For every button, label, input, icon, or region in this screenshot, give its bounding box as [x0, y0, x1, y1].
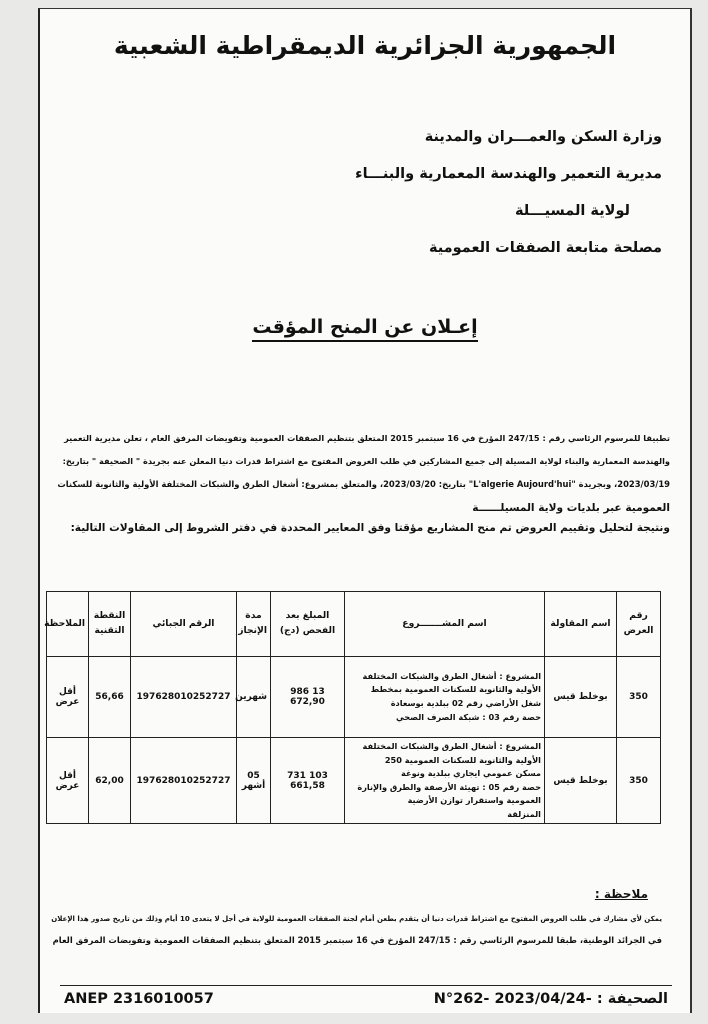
intro-line-5: ونتيجة لتحليل وتقييم العروض تم منح المشاريع مؤقتا وفق المعايير المحددة في دفتر الشروط إلى المقاولات التالية: — [70, 522, 670, 534]
header-offer-no: رقم العرض — [617, 592, 661, 657]
tax-id: 197628010252727 — [131, 657, 237, 738]
table-row — [47, 738, 661, 824]
note-title: ملاحظة : — [594, 887, 648, 901]
amount: 13 986 672,90 — [271, 657, 345, 738]
tech-score: 56,66 — [89, 657, 131, 738]
directorate-name: مديرية التعمير والهندسة المعمارية والبنـــاء — [355, 166, 662, 182]
anep-reference: ANEP 2316010057 — [64, 991, 214, 1007]
contractor: بوخلط قيس — [545, 657, 617, 738]
announcement-page — [38, 8, 692, 1013]
project-description — [345, 657, 545, 738]
publication-info: الصحيفة : -N°262- 2023/04/24 — [433, 991, 668, 1007]
note-line-1: يمكن لأي مشارك في طلب العروض المفتوح مع اشتراط قدرات دنيا أن يتقدم بطعن أمام لجنة الصفقات العمومية للولاية في أجل لا يتعدى 10 أيام وذلك من تاريخ صدور هذا الإعلان — [51, 915, 662, 923]
project-line: المشروع : أشغال الطرق والشبكات المختلفة الأولية والثانوية للسكنات العمومية بمخطط — [362, 670, 541, 695]
tax-id: 197628010252727 — [131, 738, 237, 824]
table-header-row — [47, 592, 661, 657]
project-line: المنزلقة — [507, 808, 541, 819]
project-line: حصة رقم 03 : شبكة الصرف الصحي — [395, 711, 541, 722]
ministry-name: وزارة السكن والعمـــران والمدينة — [424, 129, 662, 145]
offer-no: 350 — [617, 657, 661, 738]
header-project: اسم المشـــــــروع — [345, 592, 545, 657]
service-name: مصلحة متابعة الصفقات العمومية — [428, 240, 662, 256]
announcement-title: إعـلان عن المنح المؤقت — [40, 316, 690, 338]
header-duration: مدة الإنجاز — [237, 592, 271, 657]
wilaya-name: لولاية المسيـــلة — [514, 203, 630, 219]
remark: أقل عرض — [47, 738, 89, 824]
project-line: المشروع : أشغال الطرق والشبكات المختلفة الأولية والثانوية للسكنات العمومية 250 — [362, 741, 541, 765]
awards-table — [46, 591, 661, 824]
duration: شهرين — [237, 657, 271, 738]
intro-line-2: والهندسة المعمارية والبناء لولاية المسيلة إلى جميع المشاركين في طلب العروض المفتوح مع اشتراط قدرات دنيا المعلن عنه بجريدة " الصحيفة " بتاريخ: — [62, 456, 670, 466]
offer-no: 350 — [617, 738, 661, 824]
header-tax-id: الرقم الجبائي — [131, 592, 237, 657]
table-row — [47, 657, 661, 738]
intro-line-3: 2023/03/19، وبجريدة "L'algerie Aujourd'hui" بتاريخ: 2023/03/20، والمتعلق بمشروع: أشغال الطرق والشبكات المختلفة الأولية والثانوية للسكنات — [57, 479, 670, 489]
intro-line-4: العمومية عبر بلديات ولاية المسيلــــــة — [472, 502, 670, 514]
project-line: شغل الأراضي رقم 02 ببلدية بوسعادة — [390, 698, 541, 708]
header-tech-score: النقطة التقنية — [89, 592, 131, 657]
note-line-2: في الجرائد الوطنية، طبقا للمرسوم الرئاسي رقم : 247/15 المؤرخ في 16 سبتمبر 2015 المتعلق بتنظيم الصفقات العمومية وتفويضات المرفق العام — [52, 935, 662, 945]
project-line: حصة رقم 05 : تهيئة الأرصفة والطرق والإنارة العمومية واستقرار توازن الأرضية — [357, 781, 541, 806]
amount: 103 731 661,58 — [271, 738, 345, 824]
remark: أقل عرض — [47, 657, 89, 738]
project-line: مسكن عمومي ايجاري ببلدية ونوغة — [401, 768, 541, 779]
header-contractor: اسم المقاولة — [545, 592, 617, 657]
header-amount: المبلغ بعد الفحص (دج) — [271, 592, 345, 657]
contractor: بوخلط قيس — [545, 738, 617, 824]
republic-header: الجمهورية الجزائرية الديمقراطية الشعبية — [113, 31, 617, 60]
header-remark: الملاحظة — [47, 592, 89, 657]
tech-score: 62,00 — [89, 738, 131, 824]
intro-line-1: تطبيقا للمرسوم الرئاسي رقم : 247/15 المؤرخ في 16 سبتمبر 2015 المتعلق بتنظيم الصفقات العمومية وتفويضات المرفق العام ، تعلن مديرية التعمير — [64, 433, 670, 443]
duration: 05 أشهر — [237, 738, 271, 824]
project-description — [345, 738, 545, 824]
